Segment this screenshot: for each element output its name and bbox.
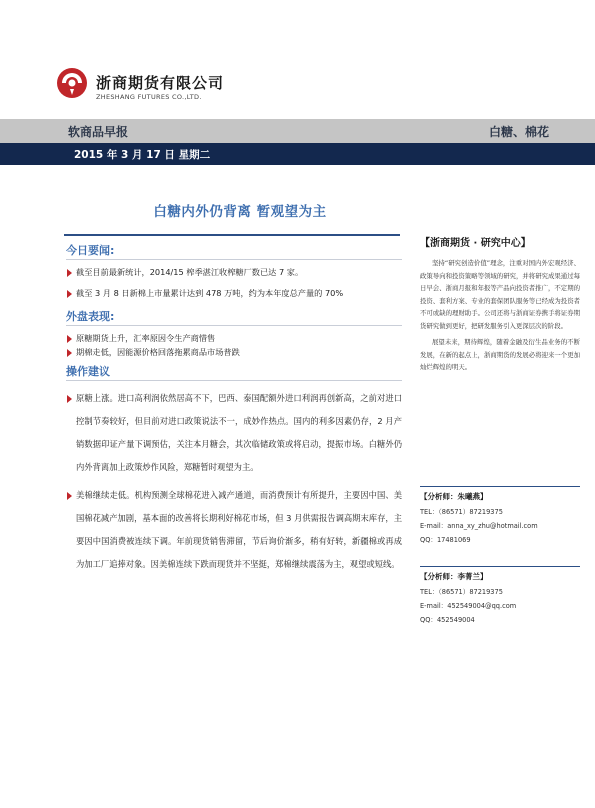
title-divider: [64, 234, 400, 236]
advice-section-divider: [66, 380, 402, 381]
analyst-qq: QQ：17481069: [420, 536, 471, 544]
research-center-sidebar: [420, 234, 580, 378]
news-item-text: 截至 3 月 8 日新棉上市量累计达到 478 万吨，约为本年度总产量的 70%: [76, 288, 344, 298]
red-triangle-bullet-icon: [67, 349, 72, 357]
sidebar-paragraph: 坚持“研究创造价值”理念，注重对国内外宏观经济、政策导向和投资策略等领域的研究，并将研究成果通过每日早会、浙商月报和年报等产品向投资者推广，不定期的投资、套利方案、专业的套保团队服务等已经成为投资者不可或缺的理财助手。公司还将与浙商证券携手将证券期货研究做到更好，把研发服务引入更深层次的阶段。: [420, 259, 580, 330]
external-section-divider: [66, 325, 402, 326]
main-content: [66, 238, 402, 581]
report-date: 2015 年 3 月 17 日 星期二: [74, 149, 211, 161]
page-title: 白糖内外仍背离 暂观望为主: [153, 204, 327, 220]
advice-paragraph-text: 美棉继续走低。机构预测全球棉花进入减产通道，而消费预计有所提升，主要因中国、美国棉花减产加剧，基本面的改善将长期利好棉花市场，但 3 月供需报告调高期末库存，主要因中国消费被连续下调。年前现货销售滞留，节后询价渐多，稍有好转，新疆棉或再成为加工厂追捧对象。因美棉连续下跌而现货并不坚挺，郑棉继续震荡为主，观望或短线。: [76, 490, 402, 569]
analyst-email[interactable]: E-mail：452549004@qq.com: [420, 602, 517, 610]
advice-section-title: 操作建议: [66, 365, 110, 378]
red-triangle-bullet-icon: [67, 290, 72, 298]
analyst-card: [420, 486, 580, 547]
news-item: [66, 266, 402, 279]
company-name-en: ZHESHANG FUTURES CO.,LTD.: [96, 93, 202, 101]
analyst-email[interactable]: E-mail：anna_xy_zhu@hotmail.com: [420, 522, 538, 530]
news-section-divider: [66, 259, 402, 260]
advice-paragraph-cotton: [66, 484, 402, 576]
report-commodities: 白糖、棉花: [488, 125, 549, 139]
external-item-text: 原糖期货上升，汇率原因令生产商惜售: [76, 333, 216, 343]
advice-paragraph-sugar: [66, 387, 402, 479]
external-item-text: 期棉走低，因能源价格回落拖累商品市场普跌: [76, 347, 240, 357]
external-section-title: 外盘表现:: [66, 310, 115, 323]
analyst-name: 【分析师：李菁兰】: [420, 572, 488, 581]
report-header-band: [0, 119, 595, 143]
analyst-tel: TEL：（86571）87219375: [420, 508, 503, 516]
date-band: [0, 143, 595, 165]
red-triangle-bullet-icon: [67, 395, 72, 403]
report-type: 软商品早报: [68, 125, 129, 139]
news-item-text: 截至目前最新统计，2014/15 榨季湛江收榨糖厂数已达 7 家。: [76, 267, 304, 277]
advice-paragraph-text: 原糖上涨。进口高利润依然居高不下，巴西、泰国配额外进口利润再创新高，之前对进口控制节奏较好，但目前对进口政策说法不一，成妙作热点。国内的利多因素仍存，2 月产销数据印证产量下调预估，关注本月糖会，其次临储政策或将启动，提振市场。白糖外仍内外背离加上政策炒作风险，郑糖暂时观望为主。: [76, 393, 402, 472]
company-name-cn: 浙商期货有限公司: [96, 74, 225, 92]
analyst-card: [420, 566, 580, 627]
sidebar-heading: 【浙商期货 · 研究中心】: [420, 238, 531, 249]
zheshang-logo-icon: [56, 67, 88, 99]
analyst-name: 【分析师：朱曦燕】: [420, 492, 488, 501]
news-item: [66, 287, 402, 300]
analyst-qq: QQ：452549004: [420, 616, 475, 624]
red-triangle-bullet-icon: [67, 269, 72, 277]
red-triangle-bullet-icon: [67, 492, 72, 500]
company-logo: [56, 67, 246, 107]
news-section-title: 今日要闻:: [66, 244, 115, 257]
external-item: [66, 332, 402, 345]
external-item: [66, 346, 402, 359]
sidebar-paragraph: 展望未来，期待辉煌，随着金融及衍生品业务的不断发展，在新的起点上，浙商期货的发展必将迎来一个更加灿烂辉煌的明天。: [420, 338, 580, 371]
red-triangle-bullet-icon: [67, 335, 72, 343]
analyst-tel: TEL：（86571）87219375: [420, 588, 503, 596]
analyst-divider: [420, 486, 580, 487]
analyst-divider: [420, 566, 580, 567]
